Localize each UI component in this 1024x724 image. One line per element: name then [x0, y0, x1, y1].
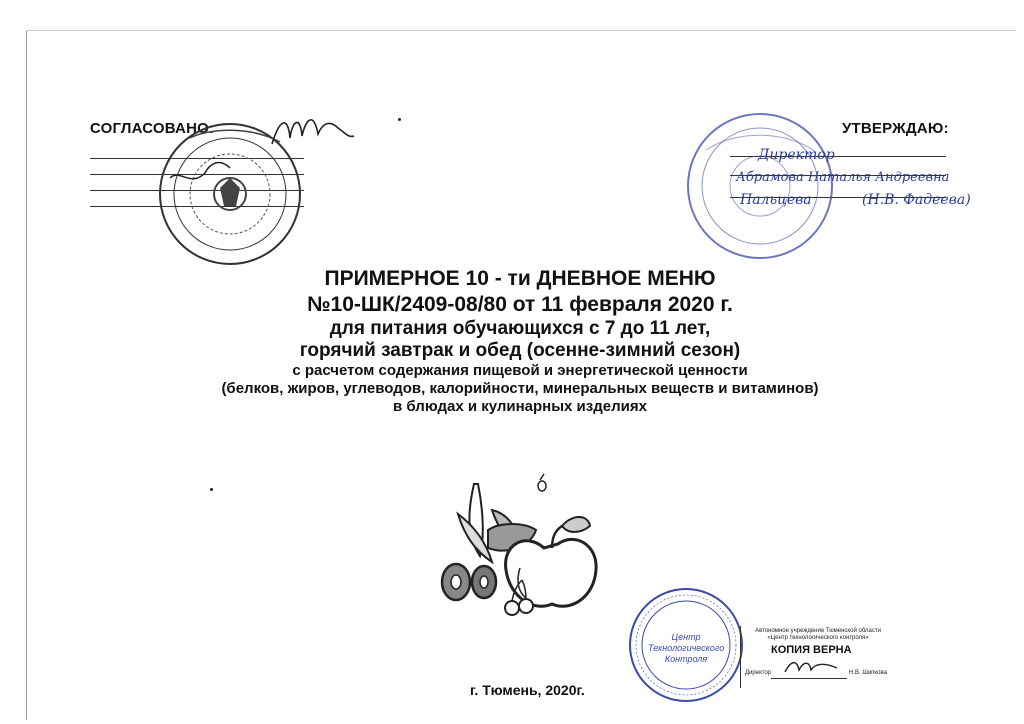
handwriting-name: (Н.В. Фадеева) — [862, 192, 971, 208]
signature-copy-icon — [781, 656, 841, 678]
stamp-bottom-text: Центр Технологического Контроля — [648, 632, 725, 664]
title-line-2: №10-ШК/2409-08/80 от 11 февраля 2020 г. — [307, 293, 733, 316]
title-line-6: (белков, жиров, углеводов, калорийности, минеральных веществ и витаминов) — [221, 380, 819, 397]
title-line-3: для питания обучающихся с 7 до 11 лет, — [329, 318, 711, 339]
confirm-label: УТВЕРЖДАЮ: — [842, 120, 949, 137]
handwriting-position: Директор — [758, 147, 835, 163]
title-line-4: горячий завтрак и обед (осенне-зимний сезон) — [299, 340, 741, 361]
handwriting-signature: Пальцева — [740, 192, 812, 208]
scan-edge-left — [26, 30, 27, 720]
title-line-7: в блюдах и кулинарных изделиях — [393, 398, 647, 415]
approve-label: СОГЛАСОВАНО: — [90, 120, 215, 137]
title-line-5: с расчетом содержания пищевой и энергетической ценности — [292, 362, 748, 379]
handwriting-school: Абрамова Наталья Андреевна — [736, 170, 950, 185]
copy-role: Директор — [745, 670, 772, 676]
signature-left-icon — [268, 108, 358, 156]
fruit-illustration-icon — [440, 470, 610, 620]
title-line-1: ПРИМЕРНОЕ 10 - ти ДНЕВНОЕ МЕНЮ — [324, 267, 716, 290]
speck — [210, 488, 213, 491]
speck — [398, 118, 401, 121]
city-year: г. Тюмень, 2020г. — [470, 682, 585, 698]
copy-sign-line — [771, 678, 847, 679]
copy-certification — [740, 626, 891, 688]
document-title — [90, 266, 950, 416]
stamp-right-seal — [676, 110, 848, 262]
copy-signer-name: Н.В. Шипкова — [849, 670, 887, 676]
copy-org-name: Автономное учреждение Тюменской области «Центр технологического контроля» — [755, 628, 881, 641]
copy-verified-label: КОПИЯ ВЕРНА — [771, 644, 852, 656]
scan-edge-top — [26, 30, 1016, 31]
